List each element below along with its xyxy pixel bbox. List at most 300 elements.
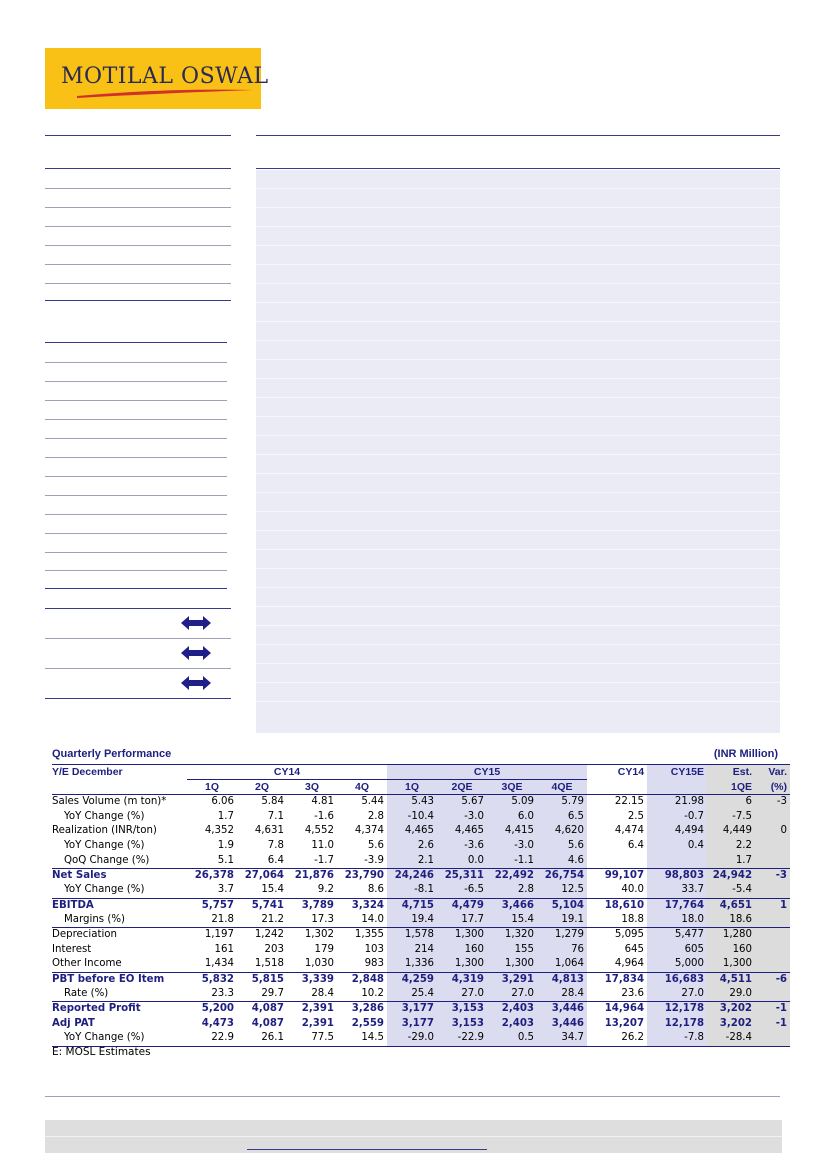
left-row-divider [45, 226, 231, 227]
quarter-value: 3,286 [337, 1002, 387, 1017]
cy14-value [587, 854, 647, 869]
header-var-unit: (%) [755, 780, 790, 795]
variance-value [755, 839, 790, 854]
left-row-divider [45, 552, 227, 553]
logo-word-first: MOTILAL [61, 64, 174, 89]
header-quarter: 1Q [387, 780, 437, 795]
quarter-value: 103 [364, 943, 385, 955]
quarter-value: 1,578 [387, 928, 437, 943]
cy15e-value: 5,000 [647, 957, 707, 972]
quarter-value: 19.4 [387, 913, 437, 928]
quarter-value: -6.5 [437, 883, 487, 898]
table-row [52, 1016, 790, 1031]
quarter-value: 9.2 [317, 884, 334, 896]
quarter-value: 4,465 [437, 824, 487, 839]
table-unit: (INR Million) [713, 748, 778, 760]
quarter-value: 1.9 [217, 840, 234, 852]
quarter-value: 4,319 [437, 972, 487, 987]
quarter-value: 3,324 [337, 898, 387, 913]
quarter-value: -10.4 [387, 809, 437, 824]
quarter-value: -3.0 [487, 839, 537, 854]
left-row-divider [45, 438, 227, 439]
quarter-value: 15.4 [261, 884, 284, 896]
logo-swoosh [75, 86, 255, 100]
quarter-value: 23,790 [337, 868, 387, 883]
quarter-value: 6.4 [267, 854, 284, 866]
left-row-divider [45, 457, 227, 458]
estimate-value: -5.4 [707, 883, 755, 898]
estimate-value: 3,202 [707, 1016, 755, 1031]
estimate-value: 4,651 [707, 898, 755, 913]
quarter-value: 26,378 [187, 868, 237, 883]
row-label: Interest [52, 943, 92, 955]
variance-value [755, 928, 790, 943]
quarter-value: 5,741 [237, 898, 287, 913]
quarter-value: 3,291 [487, 972, 537, 987]
cy14-value: 2.5 [627, 810, 645, 822]
table-row [52, 928, 790, 943]
footer-rule [45, 1096, 780, 1097]
cy14-value: 18,610 [587, 898, 647, 913]
quarter-value: 1,197 [187, 928, 237, 943]
logo-word-second: OSWAL [181, 64, 269, 89]
cy14-value: 22.15 [614, 796, 645, 808]
left-row-divider [45, 570, 227, 571]
header-est: Est. [707, 765, 755, 780]
estimate-value: 160 [707, 942, 755, 957]
estimate-value: 1,300 [707, 957, 755, 972]
quarter-value: 3,153 [437, 1002, 487, 1017]
quarter-value: 2,559 [351, 1017, 385, 1029]
quarter-value: 10.2 [361, 988, 385, 999]
quarter-value: 22,492 [487, 868, 537, 883]
cy14-value: 4,964 [614, 958, 645, 970]
left-row-divider [45, 188, 231, 189]
quarter-value: 3,153 [437, 1016, 487, 1031]
left-row-divider [45, 514, 227, 515]
table-row [52, 883, 790, 898]
header-cy14-group: CY14 [187, 765, 387, 780]
quarter-value: -1.1 [487, 854, 537, 869]
quarter-value: 5.84 [261, 796, 284, 808]
row-label: Rate (%) [64, 988, 109, 999]
quarter-value: 1,030 [304, 958, 334, 970]
left-row-divider [45, 264, 231, 265]
header-est-quarter: 1QE [707, 780, 755, 795]
quarter-value: 214 [387, 942, 437, 957]
quarterly-performance-table [52, 764, 790, 1047]
row-label: YoY Change (%) [64, 840, 145, 852]
quarter-value: 4,620 [537, 824, 587, 839]
cy15e-value: -7.8 [647, 1031, 707, 1046]
quarter-value: 22.9 [187, 1031, 237, 1046]
left-row-divider [45, 476, 227, 477]
cy15e-value [647, 854, 707, 869]
estimate-value: -7.5 [707, 809, 755, 824]
quarter-value: 5.43 [387, 795, 437, 810]
variance-value [755, 809, 790, 824]
quarter-value: 28.4 [537, 987, 587, 1002]
estimate-value: 18.6 [707, 913, 755, 928]
quarter-value: 21.8 [211, 914, 234, 926]
table-row [52, 987, 790, 1002]
quarter-value: 3,466 [487, 898, 537, 913]
estimate-value: -28.4 [707, 1031, 755, 1046]
variance-value: 1 [755, 898, 790, 913]
left-section-bottom-rule [45, 300, 231, 301]
quarter-value: 2.8 [487, 883, 537, 898]
cy14-value: 23.6 [621, 988, 645, 999]
quarter-value: 1,279 [537, 928, 587, 943]
estimate-value: 6 [707, 795, 755, 810]
quarter-value: 0.5 [487, 1031, 537, 1046]
left-row-divider [45, 533, 227, 534]
cy15e-value: 17,764 [647, 898, 707, 913]
table-row [52, 898, 790, 913]
left-section-header-rule [45, 168, 231, 169]
cy15e-value: 27.0 [647, 987, 707, 1002]
quarter-value: 3,177 [387, 1002, 437, 1017]
left-row-divider [45, 362, 227, 363]
left-row-divider [45, 283, 231, 284]
quarter-value: 1,300 [487, 957, 537, 972]
header-quarter: 1Q [187, 780, 237, 795]
table-row [52, 1002, 790, 1017]
cy14-value: 18.8 [621, 914, 645, 926]
quarter-value: 1,320 [487, 928, 537, 943]
quarter-value: 26,754 [537, 868, 587, 883]
header-quarter: 3Q [287, 780, 337, 795]
quarter-value: 160 [437, 942, 487, 957]
cy15e-value: -0.7 [647, 809, 707, 824]
cy15e-value: 18.0 [647, 913, 707, 928]
quarter-value: 5,104 [537, 898, 587, 913]
row-label: Reported Profit [52, 1002, 187, 1017]
quarter-value: 24,246 [387, 868, 437, 883]
quarter-value: 77.5 [287, 1031, 337, 1046]
quarter-value: 4,259 [387, 972, 437, 987]
header-label: Y/E December [52, 765, 187, 780]
cy14-value: 99,107 [587, 868, 647, 883]
row-label: Adj PAT [52, 1017, 95, 1029]
quarter-value: 0.0 [437, 854, 487, 869]
quarter-value: 161 [214, 943, 234, 955]
neutral-arrow-icon [181, 646, 211, 660]
quarter-value: 12.5 [537, 883, 587, 898]
quarter-value: 179 [314, 943, 334, 955]
quarter-value: 4,087 [237, 1002, 287, 1017]
quarter-value: 5.6 [367, 840, 385, 852]
header-cy15e-full: CY15E [647, 765, 707, 780]
quarter-value: 27.0 [437, 987, 487, 1002]
quarter-value: 5.79 [537, 795, 587, 810]
neutral-arrow-icon [181, 616, 211, 630]
quarter-value: 4.6 [537, 854, 587, 869]
quarter-value: 2,848 [337, 972, 387, 987]
estimate-value: 24,942 [707, 868, 755, 883]
variance-value: -3 [755, 795, 790, 810]
cy14-value: 4,474 [614, 825, 645, 837]
left-section-top-rule [45, 135, 231, 136]
quarter-value: 27.0 [487, 987, 537, 1002]
quarter-value: 4,479 [437, 898, 487, 913]
cy15e-value: 16,683 [647, 972, 707, 987]
quarter-value: 1,300 [437, 928, 487, 943]
quarter-value: 3,339 [287, 972, 337, 987]
cy15e-value: 98,803 [647, 868, 707, 883]
quarter-value: 5.6 [537, 839, 587, 854]
row-label: Net Sales [52, 868, 187, 883]
quarter-value: 4,813 [537, 972, 587, 987]
quarter-value: 76 [537, 942, 587, 957]
header-quarter: 4QE [537, 780, 587, 795]
quarter-value: 4,715 [387, 898, 437, 913]
cy14-value: 26.2 [587, 1031, 647, 1046]
body-text-panel [256, 170, 780, 733]
quarter-value: 7.1 [267, 810, 284, 822]
quarter-value: 27,064 [237, 868, 287, 883]
cy15e-value: 21.98 [647, 795, 707, 810]
header-quarter: 4Q [337, 780, 387, 795]
cy14-value: 17,834 [587, 972, 647, 987]
quarter-value: 25,311 [437, 868, 487, 883]
quarter-value: 4.81 [311, 796, 334, 808]
variance-value [755, 957, 790, 972]
cy15e-value: 12,178 [647, 1016, 707, 1031]
row-label: PBT before EO Item [52, 972, 187, 987]
variance-value: -1 [755, 1002, 790, 1017]
row-label: YoY Change (%) [52, 1031, 187, 1046]
quarter-value: 1,242 [237, 928, 287, 943]
variance-value [755, 883, 790, 898]
quarter-value: 2.6 [387, 839, 437, 854]
variance-value [755, 1031, 790, 1046]
quarter-value: -3.0 [437, 809, 487, 824]
row-label: Other Income [52, 958, 122, 970]
left-row-divider [45, 381, 227, 382]
estimate-value: 4,511 [707, 972, 755, 987]
table-title: Quarterly Performance [52, 748, 172, 760]
quarter-value: -8.1 [387, 883, 437, 898]
estimate-value: 1,280 [707, 928, 755, 943]
quarter-value: 3,789 [287, 898, 337, 913]
quarter-value: 7.8 [267, 840, 284, 852]
right-section-top-rule [256, 135, 780, 136]
quarter-value: 4,552 [304, 825, 334, 837]
cy15e-value: 0.4 [647, 839, 707, 854]
left-section3-header-rule [45, 608, 231, 609]
quarter-value: 11.0 [311, 840, 334, 852]
quarter-value: 15.4 [487, 913, 537, 928]
quarter-value: 14.5 [337, 1031, 387, 1046]
quarter-value: -29.0 [387, 1031, 437, 1046]
quarter-value: 4,087 [251, 1017, 284, 1029]
variance-value [755, 854, 790, 869]
table-row [52, 972, 790, 987]
quarter-value: -1.6 [314, 810, 334, 822]
quarter-value: 4,352 [204, 825, 234, 837]
cy15e-value: 12,178 [647, 1002, 707, 1017]
quarter-value: 1,434 [204, 958, 234, 970]
table-row [52, 839, 790, 854]
cy14-value: 5,095 [587, 928, 647, 943]
quarter-value: 6.5 [537, 809, 587, 824]
quarter-value: 5,757 [187, 898, 237, 913]
row-label: Depreciation [52, 928, 187, 943]
quarter-value: 4,465 [387, 824, 437, 839]
quarter-value: 17.3 [311, 914, 334, 926]
table-header-row-2 [52, 780, 790, 795]
left-row-divider [45, 419, 227, 420]
quarter-value: 3,177 [387, 1016, 437, 1031]
quarter-value: 2.8 [367, 810, 385, 822]
quarter-value: 1,355 [337, 928, 387, 943]
variance-value [755, 942, 790, 957]
quarter-value: 1,064 [537, 957, 587, 972]
quarter-value: 8.6 [367, 884, 385, 896]
quarter-value: 6.0 [487, 809, 537, 824]
table-row [52, 942, 790, 957]
estimate-value: 3,202 [707, 1002, 755, 1017]
row-label: YoY Change (%) [64, 810, 145, 822]
row-label: QoQ Change (%) [64, 854, 150, 866]
header-cy15-group: CY15 [387, 765, 587, 780]
quarter-value: 4,473 [201, 1017, 234, 1029]
quarter-value: 1,518 [254, 958, 284, 970]
header-var: Var. [755, 765, 790, 780]
table-row [52, 809, 790, 824]
table-row [52, 824, 790, 839]
table-row [52, 854, 790, 869]
quarter-value: -22.9 [437, 1031, 487, 1046]
quarter-value: 2,403 [487, 1016, 537, 1031]
quarter-value: 28.4 [311, 988, 334, 999]
quarter-value: -3.6 [437, 839, 487, 854]
quarter-value: -3.9 [364, 854, 385, 866]
row-label: YoY Change (%) [64, 884, 145, 896]
quarter-value: 2,391 [301, 1017, 334, 1029]
variance-value [755, 987, 790, 1002]
header-quarter: 2Q [237, 780, 287, 795]
quarter-value: 5,832 [187, 972, 237, 987]
table-row [52, 1031, 790, 1046]
quarter-value: 5.09 [487, 795, 537, 810]
table-title-bar [52, 748, 780, 764]
estimate-value: 1.7 [707, 854, 755, 869]
variance-value: -1 [755, 1016, 790, 1031]
quarter-value: 21.2 [261, 914, 284, 926]
variance-value: -3 [755, 868, 790, 883]
quarter-value: 29.7 [261, 988, 284, 999]
quarter-value: -1.7 [314, 854, 334, 866]
quarter-value: 21,876 [287, 868, 337, 883]
estimate-value: 4,449 [707, 824, 755, 839]
quarter-value: 6.06 [211, 796, 234, 808]
quarter-value: 4,415 [487, 824, 537, 839]
quarter-value: 23.3 [211, 988, 234, 999]
left-section3-bottom-rule [45, 698, 231, 699]
table-header-row-1 [52, 765, 790, 780]
cy14-value: 40.0 [621, 884, 645, 896]
row-label: Sales Volume (m ton)* [52, 796, 167, 808]
variance-value: -6 [755, 972, 790, 987]
quarter-value: 1,300 [437, 957, 487, 972]
quarter-value: 1.7 [217, 810, 234, 822]
left-row-divider [45, 668, 231, 669]
table-row [52, 868, 790, 883]
quarter-value: 4,374 [354, 825, 385, 837]
quarter-value: 5.67 [437, 795, 487, 810]
row-label: EBITDA [52, 898, 187, 913]
quarter-value: 25.4 [387, 987, 437, 1002]
cy15e-value: 33.7 [647, 883, 707, 898]
quarter-value: 2.1 [387, 854, 437, 869]
quarter-value: 19.1 [537, 913, 587, 928]
company-logo [45, 48, 269, 109]
quarter-value: 34.7 [537, 1031, 587, 1046]
table-row [52, 913, 790, 928]
quarter-value: 3.7 [217, 884, 234, 896]
variance-value: 0 [755, 824, 790, 839]
quarter-value: 4,631 [254, 825, 284, 837]
quarter-value: 3,446 [537, 1002, 587, 1017]
table-row [52, 957, 790, 972]
quarter-value: 155 [487, 942, 537, 957]
cy15e-value: 605 [647, 942, 707, 957]
quarter-value: 203 [264, 943, 284, 955]
left-section2-bottom-rule [45, 588, 227, 589]
left-section2-header-rule [45, 342, 227, 343]
cy14-value: 6.4 [627, 840, 645, 852]
row-label: Margins (%) [64, 914, 125, 926]
left-row-divider [45, 495, 227, 496]
quarter-value: 3,446 [537, 1016, 587, 1031]
estimate-value: 2.2 [707, 839, 755, 854]
row-label: Realization (INR/ton) [52, 825, 157, 837]
right-section-header-rule [256, 168, 780, 169]
header-cy14-full: CY14 [587, 765, 647, 780]
quarter-value: 5,815 [237, 972, 287, 987]
quarter-value: 14.0 [361, 914, 385, 926]
header-quarter: 3QE [487, 780, 537, 795]
quarter-value: 26.1 [237, 1031, 287, 1046]
cy14-value: 14,964 [587, 1002, 647, 1017]
left-row-divider [45, 207, 231, 208]
left-row-divider [45, 245, 231, 246]
table-footnote: E: MOSL Estimates [52, 1046, 151, 1058]
cy14-value: 13,207 [604, 1017, 645, 1029]
neutral-arrow-icon [181, 676, 211, 690]
quarter-value: 5,200 [187, 1002, 237, 1017]
cy15e-value: 5,477 [647, 928, 707, 943]
cy14-value: 645 [624, 943, 645, 955]
header-quarter: 2QE [437, 780, 487, 795]
quarter-value: 983 [364, 958, 385, 970]
quarter-value: 5.44 [361, 796, 385, 808]
estimate-value: 29.0 [707, 987, 755, 1002]
quarter-value: 1,302 [287, 928, 337, 943]
table-row [52, 795, 790, 810]
quarter-value: 2,391 [287, 1002, 337, 1017]
quarter-value: 1,336 [387, 957, 437, 972]
variance-value [755, 913, 790, 928]
quarter-value: 2,403 [487, 1002, 537, 1017]
cy15e-value: 4,494 [647, 824, 707, 839]
quarter-value: 5.1 [217, 854, 234, 866]
quarter-value: 17.7 [437, 913, 487, 928]
left-row-divider [45, 400, 227, 401]
footer-link-underline [247, 1149, 487, 1150]
